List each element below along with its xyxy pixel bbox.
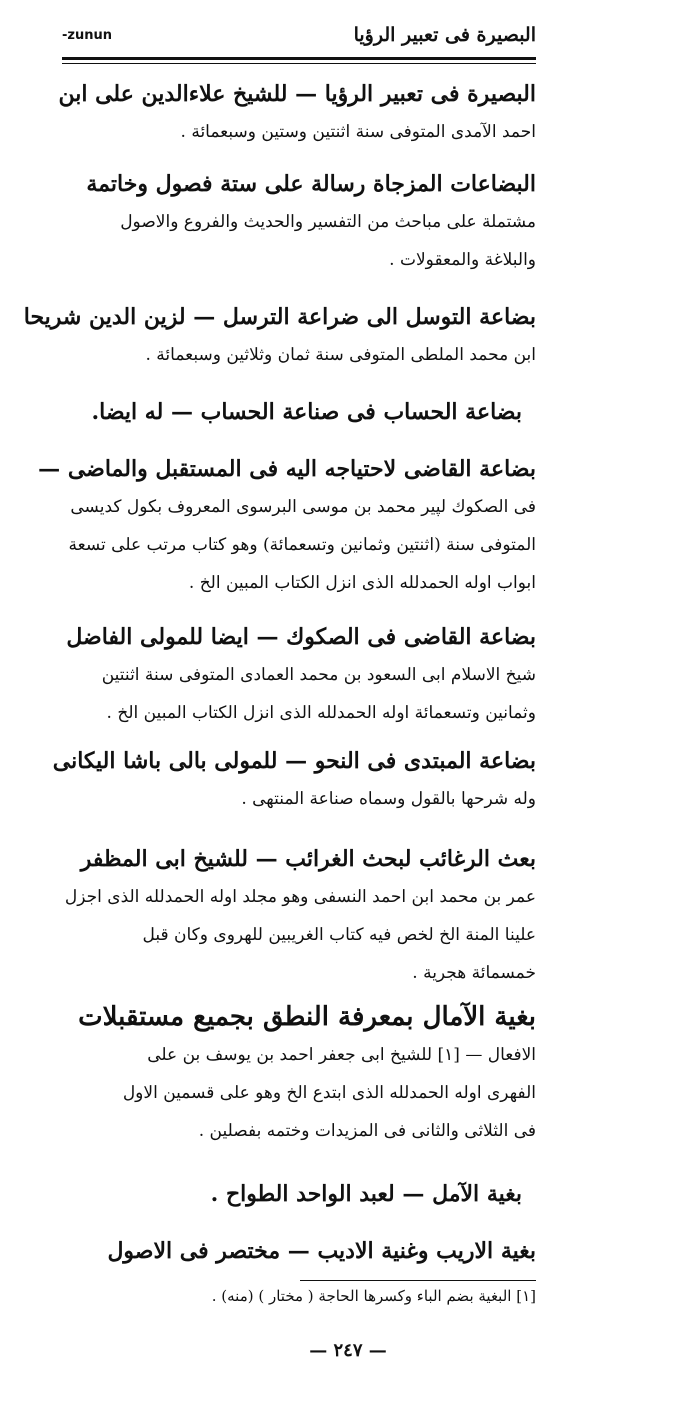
entry-line: وله شرحها بالقول وسماه صناعة المنتهى .: [241, 789, 536, 809]
entry-line: والبلاغة والمعقولات .: [389, 250, 536, 270]
entry-line: الفهرى اوله الحمدلله الذى ابتدع الخ وهو على قسمين الاول: [122, 1083, 536, 1103]
header-rule-thick: [62, 57, 536, 60]
entry-line: بضاعة التوسل الى ضراعة الترسل — لزين الدين شريحا: [23, 304, 536, 330]
entry-line: ابن محمد الملطى المتوفى سنة ثمان وثلاثين وسبعمائة .: [145, 345, 536, 365]
footnote: [١] البغية بضم الباء وكسرها الحاجة ( مختار ) (منه) .: [211, 1287, 536, 1305]
entry-bidaat-qadi-2: [66, 618, 536, 732]
entry-bughyat-amal: [80, 998, 536, 1150]
entry-line: علينا المنة الخ لخص فيه كتاب الغريبين للهروى وكان قبل: [142, 925, 536, 945]
entry-line: فى الصكوك لپير محمد بن موسى البرسوى المعروف بكول كديسى: [70, 497, 536, 517]
entry-line: بضاعة الحساب فى صناعة الحساب — له ايضا.: [91, 399, 522, 425]
entry-line: ابواب اوله الحمدلله الذى انزل الكتاب المبين الخ .: [188, 573, 536, 593]
entry-bughyat-amil: [80, 1175, 536, 1213]
entry-bidaat-qadi-1: [38, 450, 536, 602]
entry-bughyat-arib: [80, 1232, 536, 1270]
header-rule-thin: [62, 63, 536, 64]
header-title: البصيرة فى تعبير الرؤيا: [353, 24, 536, 46]
page-number: — ٢٤٧ —: [309, 1340, 387, 1361]
entry-basira: [58, 75, 536, 151]
entry-line: بضاعة المبتدى فى النحو — للمولى بالى باشا اليكانى: [52, 748, 536, 774]
header-mark: -zunun: [62, 28, 112, 43]
entry-baath-raghaib: [64, 840, 536, 992]
entry-line: وثمانين وتسعمائة اوله الحمدلله الذى انزل الكتاب المبين الخ .: [106, 703, 536, 723]
entry-line: بضاعة القاضى لاحتياجه اليه فى المستقبل والماضى —: [38, 456, 536, 482]
entry-line: شيخ الاسلام ابى السعود بن محمد العمادى المتوفى سنة اثنتين: [101, 665, 536, 685]
entry-line: خمسمائة هجرية .: [412, 963, 536, 983]
entry-line: بغية الآمل — لعبد الواحد الطواح .: [210, 1181, 522, 1207]
entry-line: مشتملة على مباحث من التفسير والحديث والفروع والاصول: [120, 212, 536, 232]
entry-bidaat: [80, 165, 536, 279]
entry-bidaat-hisab: [80, 393, 536, 431]
entry-line: بضاعة القاضى فى الصكوك — ايضا للمولى الفاضل: [66, 624, 536, 650]
entry-line: المتوفى سنة (اثنتين وثمانين وتسعمائة) وهو كتاب مرتب على تسعة: [68, 535, 536, 555]
entry-bidaat-tawassul: [23, 298, 536, 374]
entry-line: بغية الآمال بمعرفة النطق بجميع مستقبلات: [78, 1002, 536, 1032]
entry-line: البصيرة فى تعبير الرؤيا — للشيخ علاءالدين على ابن: [58, 81, 536, 107]
entry-line: بعث الرغائب لبحث الغرائب — للشيخ ابى المظفر: [80, 846, 536, 872]
entry-line: بغية الاريب وغنية الاديب — مختصر فى الاصول: [107, 1238, 536, 1264]
entry-bidaat-mubtadi: [52, 742, 536, 818]
entry-line: عمر بن محمد ابن احمد النسفى وهو مجلد اوله الحمدلله الذى اجزل: [64, 887, 536, 907]
entry-line: فى الثلاثى والثانى فى المزيدات وختمه بفصلين .: [198, 1121, 536, 1141]
footnote-rule: [300, 1280, 536, 1281]
entry-line: احمد الآمدى المتوفى سنة اثنتين وستين وسبعمائة .: [180, 122, 536, 142]
entry-line: الافعال — [١] للشيخ ابى جعفر احمد بن يوسف بن على: [147, 1045, 536, 1065]
entry-line: البضاعات المزجاة رسالة على ستة فصول وخاتمة: [86, 171, 536, 197]
running-header: [62, 22, 536, 56]
